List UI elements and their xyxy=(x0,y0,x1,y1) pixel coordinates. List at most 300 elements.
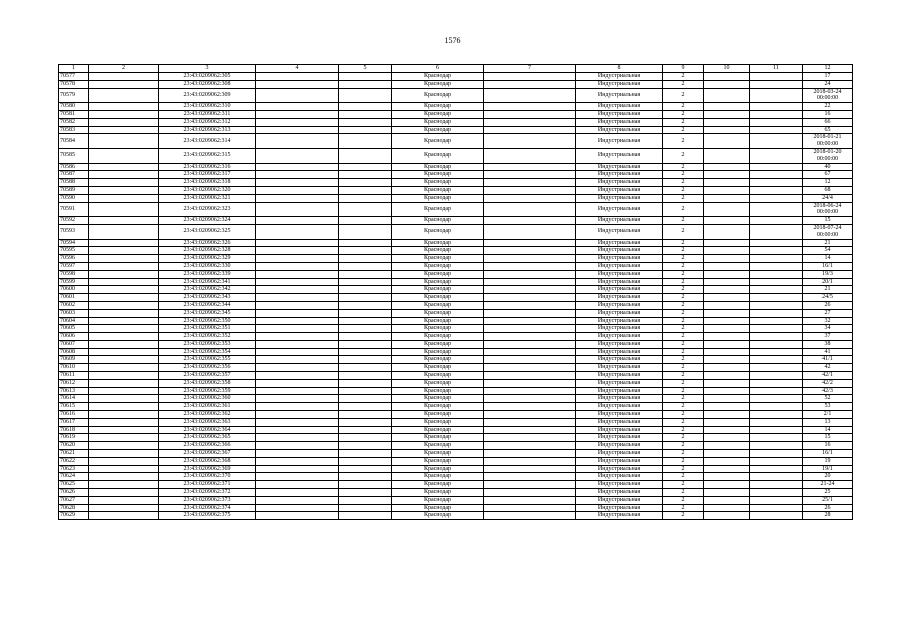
empty-cell xyxy=(89,496,159,504)
value-cell: 26 xyxy=(803,301,853,309)
table-row xyxy=(59,364,853,372)
table-row xyxy=(59,465,853,473)
value-cell: 21 xyxy=(803,286,853,294)
code-cell: 2 xyxy=(663,450,704,458)
value-cell: 53 xyxy=(803,403,853,411)
header-row xyxy=(59,65,853,73)
code-cell: 2 xyxy=(663,301,704,309)
record-number: 70586 xyxy=(59,163,89,171)
record-number: 70588 xyxy=(59,179,89,187)
table-row xyxy=(59,262,853,270)
empty-cell xyxy=(704,340,750,348)
cadastral-number: 23:43:0209062:314 xyxy=(159,134,256,149)
empty-cell xyxy=(704,356,750,364)
table-row xyxy=(59,224,853,239)
empty-cell xyxy=(256,356,339,364)
table-row xyxy=(59,403,853,411)
empty-cell xyxy=(750,134,803,149)
cadastral-number: 23:43:0209062:315 xyxy=(159,148,256,163)
empty-cell xyxy=(89,255,159,263)
empty-cell xyxy=(89,134,159,149)
empty-cell xyxy=(339,418,392,426)
empty-cell xyxy=(750,442,803,450)
empty-cell xyxy=(89,457,159,465)
empty-cell xyxy=(256,262,339,270)
empty-cell xyxy=(256,364,339,372)
empty-cell xyxy=(256,186,339,194)
empty-cell xyxy=(89,325,159,333)
empty-cell xyxy=(484,325,576,333)
empty-cell xyxy=(750,504,803,512)
record-number: 70601 xyxy=(59,294,89,302)
empty-cell xyxy=(484,418,576,426)
empty-cell xyxy=(704,496,750,504)
empty-cell xyxy=(89,194,159,202)
empty-cell xyxy=(704,247,750,255)
code-cell: 2 xyxy=(663,202,704,217)
city-cell: Краснодар xyxy=(392,489,484,497)
city-cell: Краснодар xyxy=(392,411,484,419)
code-cell: 2 xyxy=(663,426,704,434)
empty-cell xyxy=(89,379,159,387)
empty-cell xyxy=(89,489,159,497)
code-cell: 2 xyxy=(663,356,704,364)
table-row xyxy=(59,202,853,217)
empty-cell xyxy=(256,194,339,202)
cadastral-number: 23:43:0209062:311 xyxy=(159,110,256,118)
empty-cell xyxy=(484,465,576,473)
empty-cell xyxy=(89,224,159,239)
empty-cell xyxy=(750,512,803,520)
empty-cell xyxy=(484,294,576,302)
empty-cell xyxy=(339,88,392,103)
city-cell: Краснодар xyxy=(392,217,484,225)
empty-cell xyxy=(484,496,576,504)
empty-cell xyxy=(484,473,576,481)
city-cell: Краснодар xyxy=(392,278,484,286)
street-cell: Индустриальная xyxy=(576,163,663,171)
code-cell: 2 xyxy=(663,163,704,171)
empty-cell xyxy=(339,217,392,225)
street-cell: Индустриальная xyxy=(576,434,663,442)
table-row xyxy=(59,387,853,395)
record-number: 70599 xyxy=(59,278,89,286)
empty-cell xyxy=(484,179,576,187)
record-number: 70578 xyxy=(59,80,89,88)
empty-cell xyxy=(704,418,750,426)
record-number: 70594 xyxy=(59,239,89,247)
record-number: 70593 xyxy=(59,224,89,239)
table-body xyxy=(59,73,853,520)
empty-cell xyxy=(339,512,392,520)
empty-cell xyxy=(256,126,339,134)
empty-cell xyxy=(750,294,803,302)
city-cell: Краснодар xyxy=(392,163,484,171)
empty-cell xyxy=(256,202,339,217)
table-row xyxy=(59,148,853,163)
table-row xyxy=(59,88,853,103)
street-cell: Индустриальная xyxy=(576,247,663,255)
table-row xyxy=(59,278,853,286)
empty-cell xyxy=(750,340,803,348)
empty-cell xyxy=(750,496,803,504)
record-number: 70621 xyxy=(59,450,89,458)
record-number: 70607 xyxy=(59,340,89,348)
table-row xyxy=(59,171,853,179)
city-cell: Краснодар xyxy=(392,286,484,294)
cadastral-number: 23:43:0209062:318 xyxy=(159,179,256,187)
empty-cell xyxy=(256,73,339,81)
empty-cell xyxy=(484,387,576,395)
table-row xyxy=(59,118,853,126)
code-cell: 2 xyxy=(663,317,704,325)
empty-cell xyxy=(89,450,159,458)
record-number: 70589 xyxy=(59,186,89,194)
table-row xyxy=(59,426,853,434)
code-cell: 2 xyxy=(663,118,704,126)
street-cell: Индустриальная xyxy=(576,73,663,81)
empty-cell xyxy=(484,278,576,286)
empty-cell xyxy=(339,348,392,356)
empty-cell xyxy=(750,194,803,202)
empty-cell xyxy=(750,255,803,263)
cadastral-number: 23:43:0209062:308 xyxy=(159,80,256,88)
value-cell: 22 xyxy=(803,103,853,111)
value-cell: 41/1 xyxy=(803,356,853,364)
empty-cell xyxy=(339,286,392,294)
empty-cell xyxy=(484,73,576,81)
code-cell: 2 xyxy=(663,247,704,255)
city-cell: Краснодар xyxy=(392,356,484,364)
table-row xyxy=(59,504,853,512)
table-row xyxy=(59,194,853,202)
empty-cell xyxy=(339,80,392,88)
table-row xyxy=(59,110,853,118)
value-cell: 20/1 xyxy=(803,278,853,286)
value-cell: 66 xyxy=(803,118,853,126)
code-cell: 2 xyxy=(663,442,704,450)
city-cell: Краснодар xyxy=(392,247,484,255)
empty-cell xyxy=(704,512,750,520)
column-header: 11 xyxy=(750,65,803,73)
empty-cell xyxy=(256,224,339,239)
empty-cell xyxy=(750,179,803,187)
street-cell: Индустриальная xyxy=(576,309,663,317)
city-cell: Краснодар xyxy=(392,202,484,217)
cadastral-number: 23:43:0209062:374 xyxy=(159,504,256,512)
empty-cell xyxy=(704,325,750,333)
empty-cell xyxy=(89,340,159,348)
empty-cell xyxy=(256,270,339,278)
city-cell: Краснодар xyxy=(392,465,484,473)
empty-cell xyxy=(750,434,803,442)
cadastral-number: 23:43:0209062:366 xyxy=(159,442,256,450)
table-row xyxy=(59,496,853,504)
empty-cell xyxy=(339,317,392,325)
street-cell: Индустриальная xyxy=(576,194,663,202)
city-cell: Краснодар xyxy=(392,80,484,88)
street-cell: Индустриальная xyxy=(576,255,663,263)
empty-cell xyxy=(750,348,803,356)
cadastral-number: 23:43:0209062:320 xyxy=(159,186,256,194)
empty-cell xyxy=(256,473,339,481)
value-cell: 2018-06-24 00:00:00 xyxy=(803,202,853,217)
empty-cell xyxy=(339,126,392,134)
empty-cell xyxy=(704,88,750,103)
record-number: 70626 xyxy=(59,489,89,497)
empty-cell xyxy=(339,489,392,497)
record-number: 70622 xyxy=(59,457,89,465)
empty-cell xyxy=(339,426,392,434)
value-cell: 21 xyxy=(803,239,853,247)
code-cell: 2 xyxy=(663,255,704,263)
empty-cell xyxy=(750,450,803,458)
city-cell: Краснодар xyxy=(392,294,484,302)
empty-cell xyxy=(339,387,392,395)
empty-cell xyxy=(256,247,339,255)
empty-cell xyxy=(89,301,159,309)
empty-cell xyxy=(484,379,576,387)
empty-cell xyxy=(339,504,392,512)
value-cell: 16/1 xyxy=(803,262,853,270)
value-cell: 2018-03-24 00:00:00 xyxy=(803,88,853,103)
cadastral-number: 23:43:0209062:357 xyxy=(159,372,256,380)
empty-cell xyxy=(704,202,750,217)
table-row xyxy=(59,450,853,458)
street-cell: Индустриальная xyxy=(576,450,663,458)
city-cell: Краснодар xyxy=(392,473,484,481)
empty-cell xyxy=(484,255,576,263)
record-number: 70623 xyxy=(59,465,89,473)
cadastral-number: 23:43:0209062:343 xyxy=(159,294,256,302)
empty-cell xyxy=(704,186,750,194)
street-cell: Индустриальная xyxy=(576,442,663,450)
empty-cell xyxy=(89,473,159,481)
city-cell: Краснодар xyxy=(392,126,484,134)
code-cell: 2 xyxy=(663,224,704,239)
empty-cell xyxy=(339,148,392,163)
cadastral-number: 23:43:0209062:305 xyxy=(159,73,256,81)
cadastral-number: 23:43:0209062:351 xyxy=(159,325,256,333)
empty-cell xyxy=(704,262,750,270)
empty-cell xyxy=(484,434,576,442)
empty-cell xyxy=(339,473,392,481)
record-number: 70579 xyxy=(59,88,89,103)
empty-cell xyxy=(750,418,803,426)
empty-cell xyxy=(484,450,576,458)
city-cell: Краснодар xyxy=(392,348,484,356)
code-cell: 2 xyxy=(663,333,704,341)
cadastral-number: 23:43:0209062:353 xyxy=(159,340,256,348)
empty-cell xyxy=(256,286,339,294)
record-number: 70602 xyxy=(59,301,89,309)
city-cell: Краснодар xyxy=(392,255,484,263)
empty-cell xyxy=(89,171,159,179)
street-cell: Индустриальная xyxy=(576,262,663,270)
cadastral-number: 23:43:0209062:324 xyxy=(159,217,256,225)
cadastral-number: 23:43:0209062:358 xyxy=(159,379,256,387)
city-cell: Краснодар xyxy=(392,270,484,278)
empty-cell xyxy=(89,103,159,111)
value-cell: 16 xyxy=(803,442,853,450)
empty-cell xyxy=(256,148,339,163)
empty-cell xyxy=(339,364,392,372)
code-cell: 2 xyxy=(663,278,704,286)
record-number: 70605 xyxy=(59,325,89,333)
empty-cell xyxy=(256,481,339,489)
value-cell: 16/1 xyxy=(803,450,853,458)
city-cell: Краснодар xyxy=(392,186,484,194)
empty-cell xyxy=(89,411,159,419)
empty-cell xyxy=(484,333,576,341)
empty-cell xyxy=(339,434,392,442)
code-cell: 2 xyxy=(663,294,704,302)
code-cell: 2 xyxy=(663,395,704,403)
code-cell: 2 xyxy=(663,262,704,270)
code-cell: 2 xyxy=(663,239,704,247)
record-number: 70596 xyxy=(59,255,89,263)
empty-cell xyxy=(704,457,750,465)
empty-cell xyxy=(89,504,159,512)
street-cell: Индустриальная xyxy=(576,103,663,111)
empty-cell xyxy=(89,202,159,217)
empty-cell xyxy=(89,286,159,294)
empty-cell xyxy=(256,442,339,450)
cadastral-number: 23:43:0209062:362 xyxy=(159,411,256,419)
city-cell: Краснодар xyxy=(392,442,484,450)
table-row xyxy=(59,301,853,309)
empty-cell xyxy=(750,333,803,341)
value-cell: 2/1 xyxy=(803,411,853,419)
street-cell: Индустриальная xyxy=(576,364,663,372)
city-cell: Краснодар xyxy=(392,118,484,126)
code-cell: 2 xyxy=(663,73,704,81)
empty-cell xyxy=(704,450,750,458)
empty-cell xyxy=(256,110,339,118)
city-cell: Краснодар xyxy=(392,418,484,426)
empty-cell xyxy=(750,387,803,395)
street-cell: Индустриальная xyxy=(576,387,663,395)
code-cell: 2 xyxy=(663,379,704,387)
empty-cell xyxy=(750,395,803,403)
code-cell: 2 xyxy=(663,309,704,317)
empty-cell xyxy=(339,110,392,118)
street-cell: Индустриальная xyxy=(576,186,663,194)
empty-cell xyxy=(256,395,339,403)
table-row xyxy=(59,179,853,187)
value-cell: 24/5 xyxy=(803,294,853,302)
empty-cell xyxy=(256,411,339,419)
city-cell: Краснодар xyxy=(392,481,484,489)
empty-cell xyxy=(339,224,392,239)
street-cell: Индустриальная xyxy=(576,294,663,302)
cadastral-number: 23:43:0209062:361 xyxy=(159,403,256,411)
street-cell: Индустриальная xyxy=(576,512,663,520)
empty-cell xyxy=(89,333,159,341)
city-cell: Краснодар xyxy=(392,379,484,387)
city-cell: Краснодар xyxy=(392,262,484,270)
code-cell: 2 xyxy=(663,110,704,118)
empty-cell xyxy=(89,239,159,247)
table-row xyxy=(59,294,853,302)
code-cell: 2 xyxy=(663,489,704,497)
table-row xyxy=(59,434,853,442)
street-cell: Индустриальная xyxy=(576,473,663,481)
street-cell: Индустриальная xyxy=(576,278,663,286)
empty-cell xyxy=(750,163,803,171)
empty-cell xyxy=(256,450,339,458)
value-cell: 25 xyxy=(803,489,853,497)
value-cell: 19/1 xyxy=(803,465,853,473)
code-cell: 2 xyxy=(663,186,704,194)
empty-cell xyxy=(704,224,750,239)
street-cell: Индустриальная xyxy=(576,134,663,149)
empty-cell xyxy=(89,403,159,411)
empty-cell xyxy=(750,247,803,255)
empty-cell xyxy=(750,171,803,179)
value-cell: 2018-01-20 00:00:00 xyxy=(803,148,853,163)
empty-cell xyxy=(339,255,392,263)
record-number: 70580 xyxy=(59,103,89,111)
cadastral-number: 23:43:0209062:323 xyxy=(159,202,256,217)
value-cell: 13 xyxy=(803,418,853,426)
record-number: 70624 xyxy=(59,473,89,481)
cadastral-number: 23:43:0209062:369 xyxy=(159,465,256,473)
record-number: 70629 xyxy=(59,512,89,520)
street-cell: Индустриальная xyxy=(576,325,663,333)
empty-cell xyxy=(704,465,750,473)
empty-cell xyxy=(750,217,803,225)
empty-cell xyxy=(89,247,159,255)
street-cell: Индустриальная xyxy=(576,457,663,465)
table-row xyxy=(59,163,853,171)
street-cell: Индустриальная xyxy=(576,395,663,403)
record-number: 70609 xyxy=(59,356,89,364)
empty-cell xyxy=(484,217,576,225)
empty-cell xyxy=(339,163,392,171)
cadastral-number: 23:43:0209062:359 xyxy=(159,387,256,395)
empty-cell xyxy=(704,333,750,341)
street-cell: Индустриальная xyxy=(576,148,663,163)
empty-cell xyxy=(484,348,576,356)
table-row xyxy=(59,286,853,294)
record-number: 70612 xyxy=(59,379,89,387)
value-cell: 15 xyxy=(803,217,853,225)
record-number: 70627 xyxy=(59,496,89,504)
empty-cell xyxy=(704,148,750,163)
table-row xyxy=(59,239,853,247)
code-cell: 2 xyxy=(663,504,704,512)
record-number: 70597 xyxy=(59,262,89,270)
empty-cell xyxy=(704,217,750,225)
code-cell: 2 xyxy=(663,217,704,225)
value-cell: 2018-07-24 00:00:00 xyxy=(803,224,853,239)
cadastral-number: 23:43:0209062:329 xyxy=(159,255,256,263)
register-table xyxy=(58,64,853,520)
empty-cell xyxy=(256,418,339,426)
empty-cell xyxy=(750,301,803,309)
empty-cell xyxy=(339,73,392,81)
empty-cell xyxy=(750,224,803,239)
street-cell: Индустриальная xyxy=(576,496,663,504)
city-cell: Краснодар xyxy=(392,387,484,395)
table-row xyxy=(59,395,853,403)
table-row xyxy=(59,217,853,225)
cadastral-number: 23:43:0209062:342 xyxy=(159,286,256,294)
record-number: 70617 xyxy=(59,418,89,426)
value-cell: 25/1 xyxy=(803,496,853,504)
table-row xyxy=(59,103,853,111)
